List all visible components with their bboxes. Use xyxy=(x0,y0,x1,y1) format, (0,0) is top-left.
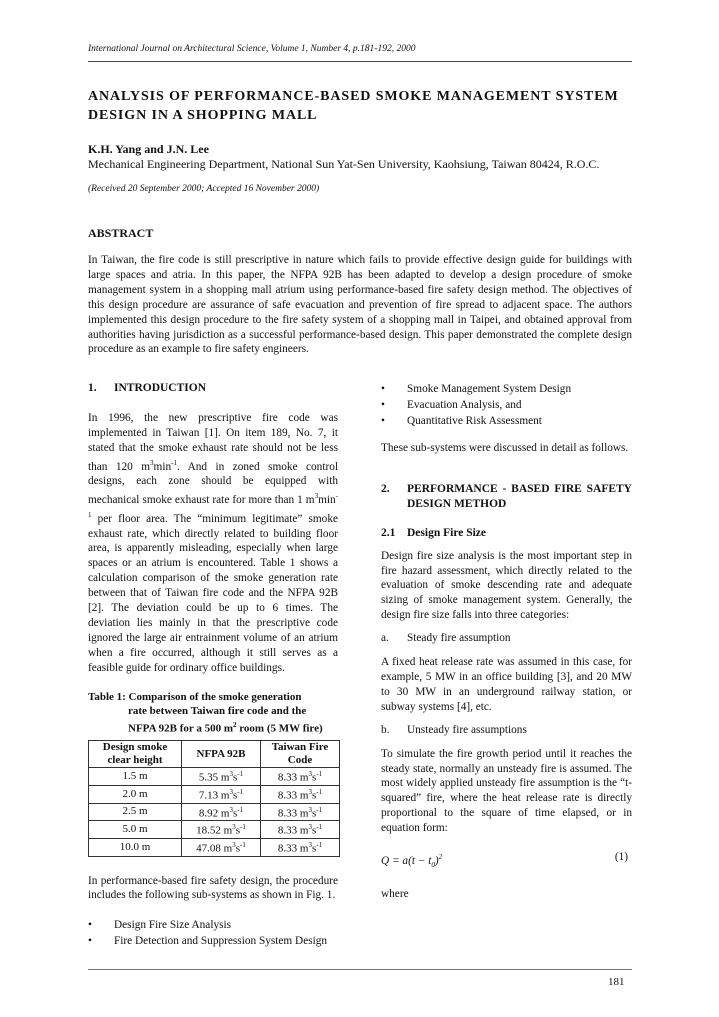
text-run: . And in zoned smoke control designs, each zone should be equipped with mechanical smoke exhaust rate for more than 1 m xyxy=(88,460,339,506)
superscript: 3 xyxy=(150,458,154,467)
superscript: -1 xyxy=(171,458,177,467)
unit-text: s xyxy=(311,842,317,855)
superscript: -1 xyxy=(316,787,323,796)
cell-value: 8.92 m xyxy=(198,807,230,820)
table-row xyxy=(89,803,340,821)
table-cell xyxy=(89,768,182,786)
category-b xyxy=(381,723,632,738)
unsteady-fire-paragraph: To simulate the fire growth period until it reaches the steady state, normally an unsteady fire is assumed. The most widely applied unsteady fire assumption is the “t-squared” fire, where the heat release rate is directly proportional to the square of time elapsed, or in equation form: xyxy=(381,747,632,835)
followup-paragraph: These sub-systems were discussed in detail as follows. xyxy=(381,442,629,454)
superscript: 3 xyxy=(229,770,233,779)
table-cell xyxy=(261,838,340,856)
page-number: 181 xyxy=(608,976,625,988)
table-cell xyxy=(261,821,340,839)
text-run: per floor area. The “minimum legitimate” smoke exhaust rate, which directly related to building floor area, is apparently misleading, especially when large spaces or an atrium is encountered. Table 1 shows a calculation comparison of the smoke generation rate between that of Taiwan fire code and the NFPA 92B [2]. The deviation could be up to 6 times. The deviation lies mainly in that the prescriptive code ignored the large air entrainment volume of an atrium when a fire occurred, although it still serves as a feasible guide for ordinary office buildings. xyxy=(88,512,338,674)
list-item xyxy=(88,917,338,933)
table-cell xyxy=(261,803,340,821)
cell-value: 10.0 m xyxy=(119,840,151,853)
footer-rule xyxy=(88,969,632,970)
superscript: -1 xyxy=(316,805,323,814)
cell-value: 8.33 m xyxy=(277,789,309,802)
unit-text: s xyxy=(311,789,317,802)
steady-fire-paragraph: A fixed heat release rate was assumed in this case, for example, 5 MW in an office building [3], and 20 MW to 30 MW in an underground railway station, or subway systems [4], etc. xyxy=(381,656,632,713)
superscript: 3 xyxy=(232,823,236,832)
caption-text: rate between Taiwan fire code and the xyxy=(128,704,307,717)
superscript: -1 xyxy=(88,492,338,519)
table-cell xyxy=(89,821,182,839)
subsystem-list-right xyxy=(381,381,632,429)
authors: K.H. Yang and J.N. Lee xyxy=(88,142,209,156)
affiliation: Mechanical Engineering Department, National Sun Yat-Sen University, Kaohsiung, Taiwan 80424, R.O.C. xyxy=(88,157,600,171)
category-a xyxy=(381,631,632,646)
unit-text: s xyxy=(311,771,317,784)
table-row xyxy=(89,768,340,786)
section-title: PERFORMANCE - BASED FIRE SAFETY DESIGN METHOD xyxy=(407,482,632,510)
section-1-heading xyxy=(88,381,338,396)
equation-number: (1) xyxy=(614,851,628,864)
section-number: 1. xyxy=(88,382,97,394)
subsection-2-1-heading xyxy=(381,526,632,541)
cell-value: 8.33 m xyxy=(277,842,309,855)
equation-text: ) xyxy=(434,854,439,867)
table-cell xyxy=(182,785,261,803)
superscript: 3 xyxy=(308,823,312,832)
item-text: Steady fire assumption xyxy=(407,632,511,645)
paper-title: ANALYSIS OF PERFORMANCE-BASED SMOKE MANAGEMENT SYSTEM DESIGN IN A SHOPPING MALL xyxy=(88,89,619,123)
bullet-icon: • xyxy=(381,383,385,395)
table-body xyxy=(89,768,340,856)
subsection-title: Design Fire Size xyxy=(407,526,486,539)
caption-text: NFPA 92B for a 500 m xyxy=(128,722,233,735)
cell-value: 2.5 m xyxy=(122,805,148,818)
intro-paragraph-1 xyxy=(88,411,338,676)
list-item-text: Fire Detection and Suppression System Design xyxy=(114,935,328,948)
superscript: 3 xyxy=(232,840,236,849)
item-label: b. xyxy=(381,723,390,736)
table-cell xyxy=(89,785,182,803)
list-item-text: Design Fire Size Analysis xyxy=(114,919,232,932)
cell-value: 8.33 m xyxy=(277,807,309,820)
bullet-icon: • xyxy=(88,935,92,948)
superscript: -1 xyxy=(237,787,244,796)
subsection-number: 2.1 xyxy=(381,526,396,539)
table-1 xyxy=(88,740,340,856)
list-item-text: Smoke Management System Design xyxy=(407,383,572,395)
cell-value: 5.0 m xyxy=(122,823,148,836)
right-column xyxy=(381,381,632,902)
superscript: 3 xyxy=(308,787,312,796)
item-text: Unsteady fire assumptions xyxy=(407,723,527,736)
superscript: -1 xyxy=(316,823,323,832)
cell-value: 8.33 m xyxy=(277,771,309,784)
item-label: a. xyxy=(381,632,389,645)
superscript: -1 xyxy=(240,840,246,849)
equation-1 xyxy=(381,850,632,873)
subscript: 0 xyxy=(431,861,435,870)
text-run: min xyxy=(318,493,336,506)
unit-text: s xyxy=(235,842,240,855)
table-cell xyxy=(182,838,261,856)
list-item-text: Quantitative Risk Assessment xyxy=(407,415,542,427)
cell-value: 5.35 m xyxy=(198,771,230,784)
superscript: 3 xyxy=(308,805,312,814)
cell-value: 2.0 m xyxy=(122,787,148,800)
intro-paragraph-2: In performance-based fire safety design, the procedure includes the following sub-systems as shown in Fig. 1. xyxy=(88,874,338,902)
table-header-cell: Taiwan Fire Code xyxy=(261,741,340,768)
superscript: 2 xyxy=(233,720,237,729)
section-number: 2. xyxy=(381,482,390,495)
equation-text: Q = a(t − t xyxy=(381,854,432,867)
cell-value: 1.5 m xyxy=(122,770,148,783)
equation-body xyxy=(381,850,442,873)
table-cell xyxy=(182,768,261,786)
superscript: 3 xyxy=(314,492,319,501)
superscript: -1 xyxy=(240,823,246,832)
unit-text: s xyxy=(232,807,238,820)
caption-label: Table 1: xyxy=(88,690,126,703)
caption-text: room (5 MW fire) xyxy=(236,722,323,735)
left-column xyxy=(88,381,338,949)
section-title: INTRODUCTION xyxy=(114,382,207,394)
table-cell xyxy=(89,838,182,856)
unit-text: s xyxy=(311,824,317,837)
cell-value: 47.08 m xyxy=(196,842,233,855)
where-text: where xyxy=(381,887,409,900)
journal-header: International Journal on Architectural Science, Volume 1, Number 4, p.181-192, 2000 xyxy=(88,44,416,54)
table-header-cell: Design smoke clear height xyxy=(89,741,182,768)
text-run: In 1996, the new prescriptive fire code was implemented in Taiwan [1]. On item 189, No. 7, it stated that the smoke exhaust rate should not be less than 120 m xyxy=(88,411,338,473)
list-item xyxy=(381,381,632,397)
cell-value: 7.13 m xyxy=(198,789,230,802)
bullet-icon: • xyxy=(381,415,385,427)
bullet-icon: • xyxy=(381,399,385,411)
bullet-icon: • xyxy=(88,919,92,932)
superscript: 3 xyxy=(308,840,312,849)
table-row xyxy=(89,838,340,856)
table-1-caption xyxy=(88,690,338,736)
cell-value: 8.33 m xyxy=(277,824,309,837)
text-run: min xyxy=(153,460,172,473)
superscript: 3 xyxy=(229,805,233,814)
table-header-cell: NFPA 92B xyxy=(182,741,261,768)
table-row xyxy=(89,785,340,803)
superscript: -1 xyxy=(237,805,244,814)
design-fire-paragraph: Design fire size analysis is the most important step in fire hazard assessment, which directly related to the evaluation of smoke descending rate and adequate sizing of smoke management system. Generally, the design fire size falls into three categories: xyxy=(381,549,632,622)
unit-text: s xyxy=(232,771,238,784)
superscript: -1 xyxy=(237,770,244,779)
superscript: 2 xyxy=(438,853,443,862)
list-item xyxy=(381,397,632,413)
superscript: 3 xyxy=(229,787,233,796)
abstract-heading: ABSTRACT xyxy=(88,226,154,240)
header-rule xyxy=(88,61,632,62)
caption-text: Comparison of the smoke generation xyxy=(128,690,302,703)
table-header-row xyxy=(89,741,340,768)
table-cell xyxy=(182,821,261,839)
table-cell xyxy=(89,803,182,821)
cell-value: 18.52 m xyxy=(196,824,233,837)
unit-text: s xyxy=(235,824,240,837)
section-2-heading xyxy=(381,482,632,512)
table-cell xyxy=(182,803,261,821)
unit-text: s xyxy=(311,807,317,820)
table-row xyxy=(89,821,340,839)
superscript: 3 xyxy=(308,770,312,779)
caption-text xyxy=(88,718,338,736)
subsystem-list-left xyxy=(88,917,338,949)
list-item-text: Evacuation Analysis, and xyxy=(407,399,522,411)
list-item xyxy=(381,413,632,429)
received-dates: (Received 20 September 2000; Accepted 16 November 2000) xyxy=(88,184,320,194)
list-item xyxy=(88,933,338,949)
table-cell xyxy=(261,785,340,803)
unit-text: s xyxy=(232,789,238,802)
superscript: -1 xyxy=(316,840,323,849)
abstract-text: In Taiwan, the fire code is still prescriptive in nature which fails to provide effective design guide for buildings with large spaces and atria. In this paper, the NFPA 92B has been adapted to develop a design procedure of smoke management system in a shopping mall atrium using performance-based fire safety design method. The objectives of this design procedure are assurance of safe evacuation and prevention of fire spread to adjacent space. The authors implemented this design procedure to the fire safety system of a shopping mall in Taipei, and obtained approval from authorities having jurisdiction as a successful performance-based design. This paper demonstrated the complete design procedure as an example to fire safety engineers. xyxy=(88,254,632,356)
table-cell xyxy=(261,768,340,786)
superscript: -1 xyxy=(316,770,323,779)
